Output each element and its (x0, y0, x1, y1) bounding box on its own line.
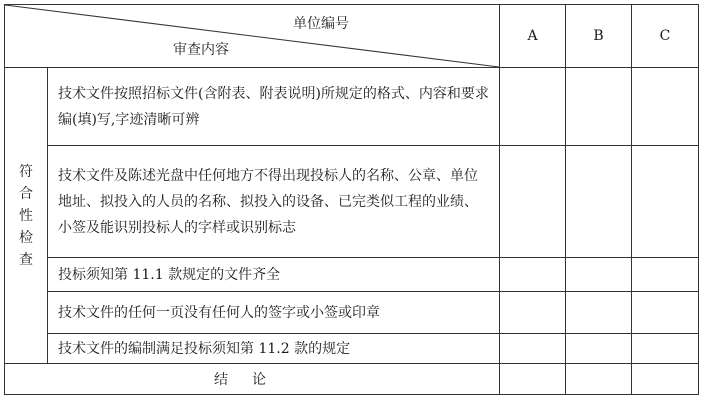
score-cell-a[interactable] (500, 334, 566, 364)
score-cell-b[interactable] (566, 258, 632, 292)
score-cell-b[interactable] (566, 334, 632, 364)
review-item-5: 技术文件的编制满足投标须知第 11.2 款的规定 (48, 334, 500, 364)
column-header-a: A (500, 5, 566, 68)
category-char: 检 (19, 229, 33, 246)
table-row (5, 258, 699, 292)
score-cell-c[interactable] (632, 292, 699, 334)
review-item-3: 投标须知第 11.1 款规定的文件齐全 (48, 258, 500, 292)
review-item-2: 技术文件及陈述光盘中任何地方不得出现投标人的名称、公章、单位地址、拟投入的人员的名称、拟投入的设备、已完类似工程的业绩、小签及能识别投标人的字样或识别标志 (48, 146, 500, 258)
score-cell-b[interactable] (566, 68, 632, 146)
score-cell-b[interactable] (566, 292, 632, 334)
category-char: 符 (19, 163, 33, 180)
table-row (5, 292, 699, 334)
header-row (5, 5, 699, 68)
review-item-1: 技术文件按照招标文件(含附表、附表说明)所规定的格式、内容和要求编(填)写,字迹清晰可辨 (48, 68, 500, 146)
conclusion-row (5, 364, 699, 395)
diagonal-line (5, 5, 499, 67)
conclusion-cell-a[interactable] (500, 364, 566, 395)
review-item-4: 技术文件的任何一页没有任何人的签字或小签或印章 (48, 292, 500, 334)
score-cell-c[interactable] (632, 146, 699, 258)
category-cell (5, 68, 48, 364)
table-row (5, 334, 699, 364)
diagonal-header-cell (5, 5, 500, 68)
column-header-b: B (566, 5, 632, 68)
header-review-content-label: 审查内容 (173, 42, 229, 58)
category-char: 查 (19, 251, 33, 268)
conclusion-cell-c[interactable] (632, 364, 699, 395)
score-cell-c[interactable] (632, 258, 699, 292)
score-cell-a[interactable] (500, 146, 566, 258)
review-table (4, 4, 699, 395)
column-header-c: C (632, 5, 699, 68)
table-row (5, 68, 699, 146)
conclusion-cell-b[interactable] (566, 364, 632, 395)
category-char: 性 (19, 207, 33, 224)
category-char: 合 (19, 185, 33, 202)
table-row (5, 146, 699, 258)
header-unit-number-label: 单位编号 (293, 16, 349, 32)
conclusion-label: 结论 (5, 364, 500, 395)
score-cell-c[interactable] (632, 334, 699, 364)
score-cell-b[interactable] (566, 146, 632, 258)
score-cell-a[interactable] (500, 258, 566, 292)
score-cell-c[interactable] (632, 68, 699, 146)
score-cell-a[interactable] (500, 68, 566, 146)
score-cell-a[interactable] (500, 292, 566, 334)
